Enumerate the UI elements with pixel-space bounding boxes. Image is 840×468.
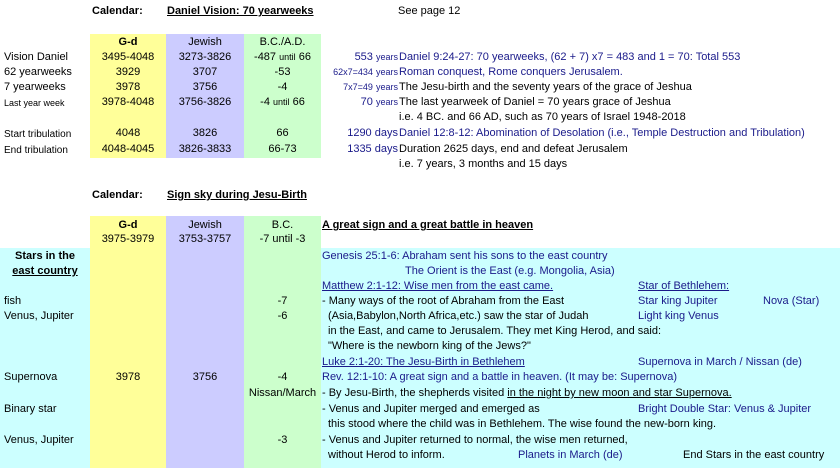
row-desc: Daniel 12:8-12: Abomination of Desolation (i.e., Temple Destruction and Tribulation) [399, 127, 805, 139]
row-note-unit: days [374, 127, 398, 139]
supernova-bc: -4 [277, 371, 288, 383]
stars-label-line1: Stars in the [15, 250, 75, 262]
row-note [322, 96, 398, 109]
row-note-unit: years [375, 52, 398, 62]
row-note [322, 81, 398, 94]
row-jewish: 3756-3826 [178, 96, 232, 108]
header-gd: G-d [118, 219, 138, 231]
east-line: in the East, and came to Jerusalem. They met King Herod, and said: [328, 325, 662, 337]
end-stars-line: End Stars in the east country [683, 449, 825, 461]
jesu-birth-line [322, 387, 732, 400]
venus-jupiter-label-2: Venus, Jupiter [4, 434, 74, 446]
row-gd: 4048 [115, 127, 141, 139]
see-page-note: See page 12 [398, 5, 461, 17]
row-bcad-end: 66 [292, 96, 305, 108]
row-note-num: 1290 [347, 127, 372, 139]
header-gd: G-d [118, 36, 138, 48]
row-bcad-start: -487 [254, 51, 277, 63]
row-label: 7 yearweeks [4, 81, 66, 93]
row-bcad [244, 51, 321, 64]
row-bcad-start: -4 [260, 96, 270, 108]
nova-star: Nova (Star) [763, 295, 820, 307]
row-label: Start tribulation [4, 129, 72, 140]
luke-line: Luke 2:1-20: The Jesu-Birth in Bethlehem [322, 356, 525, 368]
row-gd: 4048-4045 [101, 143, 155, 155]
row-gd: 3929 [115, 66, 141, 78]
row-gd: 3495-4048 [101, 51, 155, 63]
star-bethlehem-label: Star of Bethlehem: [638, 280, 730, 292]
row-desc: Daniel 9:24-27: 70 yearweeks, (62 + 7) x7 = 483 and 1 = 70: Total 553 [399, 51, 741, 63]
row-jewish: 3826 [192, 127, 218, 139]
genesis-line: Genesis 25:1-6: Abraham sent his sons to the east country [322, 250, 608, 262]
section2-title: Sign sky during Jesu-Birth [167, 189, 307, 201]
row-desc: Roman conquest, Rome conquers Jerusalem. [399, 66, 623, 78]
venus-bc: -6 [277, 310, 288, 322]
row-bcad: -53 [274, 66, 291, 78]
nissan-march: Nissan/March [248, 387, 317, 399]
bc-column-bg [244, 216, 321, 468]
venus-jupiter-label: Venus, Jupiter [4, 310, 74, 322]
row-note [322, 51, 398, 64]
row-jewish: 3826-3833 [178, 143, 232, 155]
row-desc: i.e. 4 BC. and 66 AD, such as 70 years of Israel 1948-2018 [399, 111, 686, 123]
light-king-venus: Light king Venus [638, 310, 719, 322]
without-herod-line: without Herod to inform. [328, 449, 445, 461]
merged-line: - Venus and Jupiter merged and emerged as [322, 403, 540, 415]
subheader-bc: -7 until -3 [259, 233, 306, 245]
row-label: End tribulation [4, 145, 68, 156]
fish-label: fish [4, 295, 22, 307]
subheader-gd: 3975-3979 [101, 233, 155, 245]
row-bcad: -4 [277, 81, 288, 93]
rev-line: Rev. 12:1-10: A great sign and a battle in heaven. (It may be: Supernova) [322, 371, 678, 383]
header-jewish: Jewish [188, 36, 222, 48]
bright-double-star: Bright Double Star: Venus & Jupiter [638, 403, 812, 415]
asia-line: (Asia,Babylon,North Africa,etc.) saw the star of Judah [328, 310, 589, 322]
row-note-num: 553 [354, 51, 373, 63]
section1-title: Daniel Vision: 70 yearweeks [167, 5, 314, 17]
row-note-num: 1335 [347, 143, 372, 155]
row-gd: 3978 [115, 81, 141, 93]
jesu-birth-text: - By Jesu-Birth, the shepherds visited [322, 387, 508, 399]
row-desc: Duration 2625 days, end and defeat Jerusalem [399, 143, 628, 155]
row-label: 62 yearweeks [4, 66, 72, 78]
row-note-unit: days [374, 143, 398, 155]
planets-march: Planets in March (de) [518, 449, 623, 461]
gd-column-bg [90, 216, 166, 468]
row-note-num: 62x7=434 [333, 67, 373, 77]
row-note [322, 143, 398, 156]
row-gd: 3978-4048 [101, 96, 155, 108]
row-desc: i.e. 7 years, 3 months and 15 days [399, 158, 568, 170]
stars-label-line2: east country [12, 265, 78, 277]
venus2-bc: -3 [277, 434, 288, 446]
returned-line: - Venus and Jupiter returned to normal, the wise men returned, [322, 434, 628, 446]
header-bcad: B.C./A.D. [259, 36, 306, 48]
row-label: Last year week [4, 98, 65, 108]
row-bcad: 66 [276, 127, 289, 139]
row-note-unit: years [375, 67, 398, 77]
row-desc: The Jesu-birth and the seventy years of the grace of Jeshua [399, 81, 692, 93]
row-jewish: 3707 [192, 66, 218, 78]
where-line: "Where is the newborn king of the Jews?" [328, 340, 531, 352]
calendar-label-2: Calendar: [92, 189, 143, 201]
row-note-num: 70 [360, 96, 373, 108]
row-desc: The last yearweek of Daniel = 70 years grace of Jeshua [399, 96, 671, 108]
row-note-num: 7x7=49 [343, 82, 373, 92]
row-label: Vision Daniel [4, 51, 69, 63]
supernova-jewish: 3756 [192, 371, 218, 383]
row-note [322, 66, 398, 79]
great-sign-heading: A great sign and a great battle in heaven [322, 219, 534, 231]
fish-bc: -7 [277, 295, 288, 307]
jesu-birth-underlined: in the night by new moon and star Supernova. [507, 387, 732, 399]
calendar-label-1: Calendar: [92, 5, 143, 17]
row-note-unit: years [375, 82, 398, 92]
stood-line: this stood where the child was in Bethlehem. The wise found the new-born king. [328, 418, 717, 430]
header-jewish: Jewish [188, 219, 222, 231]
star-king-jupiter: Star king Jupiter [638, 295, 718, 307]
supernova-gd: 3978 [115, 371, 141, 383]
supernova-label: Supernova [4, 371, 58, 383]
row-note-unit: years [375, 97, 398, 107]
jewish-column-bg [166, 216, 244, 468]
matthew-line: Matthew 2:1-12: Wise men from the east came. [322, 280, 554, 292]
row-note [322, 127, 398, 140]
binary-star-label: Binary star [4, 403, 57, 415]
header-bc: B.C. [271, 219, 294, 231]
supernova-march: Supernova in March / Nissan (de) [638, 356, 802, 368]
row-bcad: 66-73 [268, 143, 297, 155]
row-bcad-until: until [279, 52, 296, 62]
many-ways-line: - Many ways of the root of Abraham from the East [322, 295, 565, 307]
row-bcad [244, 96, 321, 109]
row-jewish: 3273-3826 [178, 51, 232, 63]
row-bcad-until: until [273, 97, 290, 107]
subheader-jewish: 3753-3757 [178, 233, 232, 245]
row-jewish: 3756 [192, 81, 218, 93]
orient-line: The Orient is the East (e.g. Mongolia, Asia) [405, 265, 615, 277]
row-bcad-end: 66 [298, 51, 311, 63]
